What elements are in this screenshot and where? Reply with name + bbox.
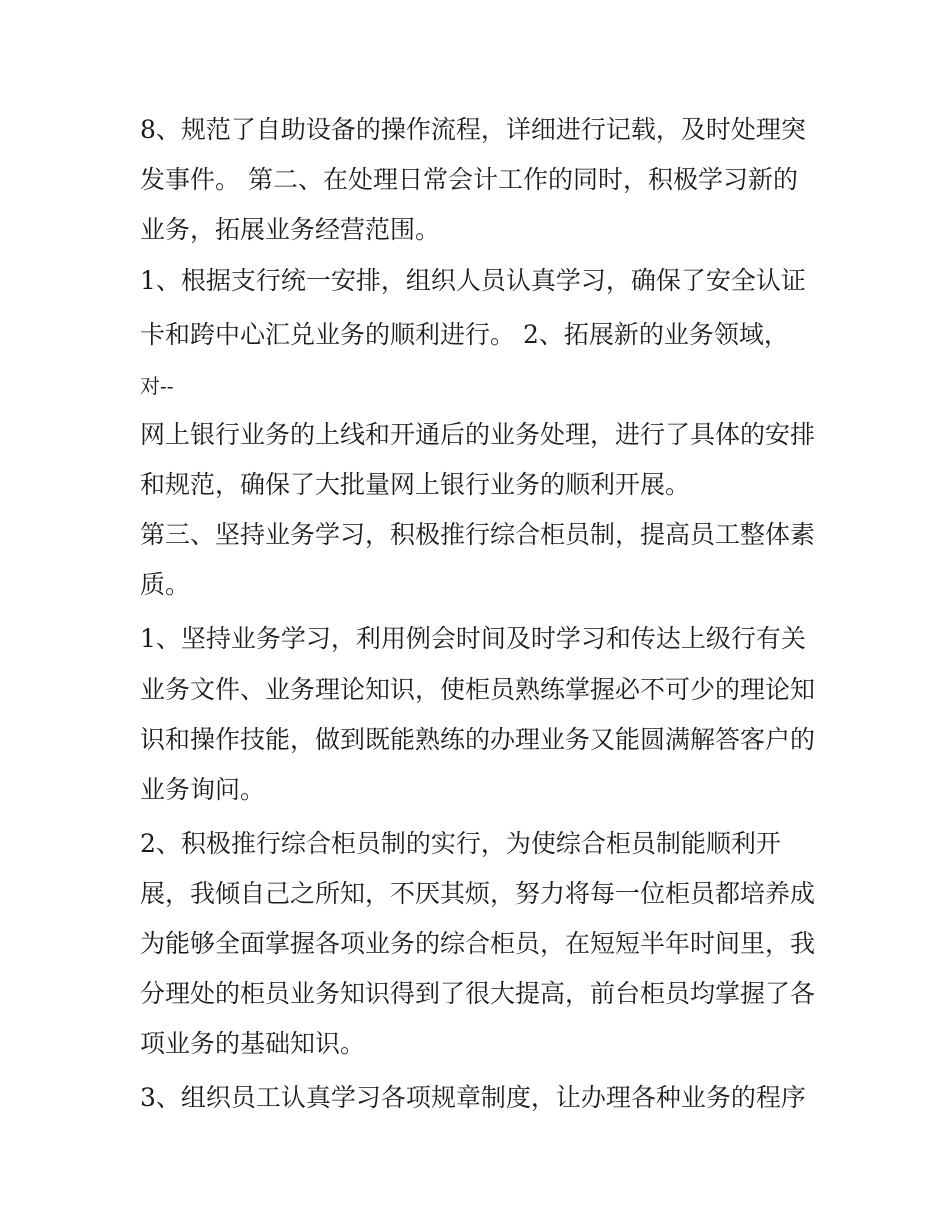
text-line: 业务文件、业务理论知识，使柜员熟练掌握必不可少的理论知 [140,675,816,704]
text-line: 质。 [140,570,191,599]
text-line: 业务询问。 [140,775,266,804]
text-line: 1、根据支行统一安排，组织人员认真学习，确保了安全认证 [140,266,806,295]
text-line: 8、规范了自助设备的操作流程，详细进行记载，及时处理突 [140,115,806,144]
text-line: 1、坚持业务学习，利用例会时间及时学习和传达上级行有关 [140,624,806,653]
text-line: 发事件。 第二、在处理日常会计工作的同时，积极学习新的 [140,165,798,194]
text-line: 项业务的基础知识。 [140,1029,366,1058]
text-line: 展，我倾自己之所知，不厌其烦，努力将每一位柜员都培养成 [140,879,816,908]
text-line: 业务，拓展业务经营范围。 [140,215,441,244]
text-line: 对-- [140,374,174,398]
text-line: 和规范，确保了大批量网上银行业务的顺利开展。 [140,470,691,499]
text-line: 为能够全面掌握各项业务的综合柜员，在短短半年时间里，我 [140,929,816,958]
text-line: 第三、坚持业务学习，积极推行综合柜员制，提高员工整体素 [140,520,816,549]
text-line: 网上银行业务的上线和开通后的业务处理，进行了具体的安排 [140,420,816,449]
text-line: 识和操作技能，做到既能熟练的办理业务又能圆满解答客户的 [140,725,816,754]
text-line: 分理处的柜员业务知识得到了很大提高，前台柜员均掌握了各 [140,979,816,1008]
text-line: 卡和跨中心汇兑业务的顺利进行。 2、拓展新的业务领域， [140,320,789,349]
text-line: 3、组织员工认真学习各项规章制度，让办理各种业务的程序 [140,1083,806,1112]
text-line: 2、积极推行综合柜员制的实行，为使综合柜员制能顺利开 [140,829,781,858]
